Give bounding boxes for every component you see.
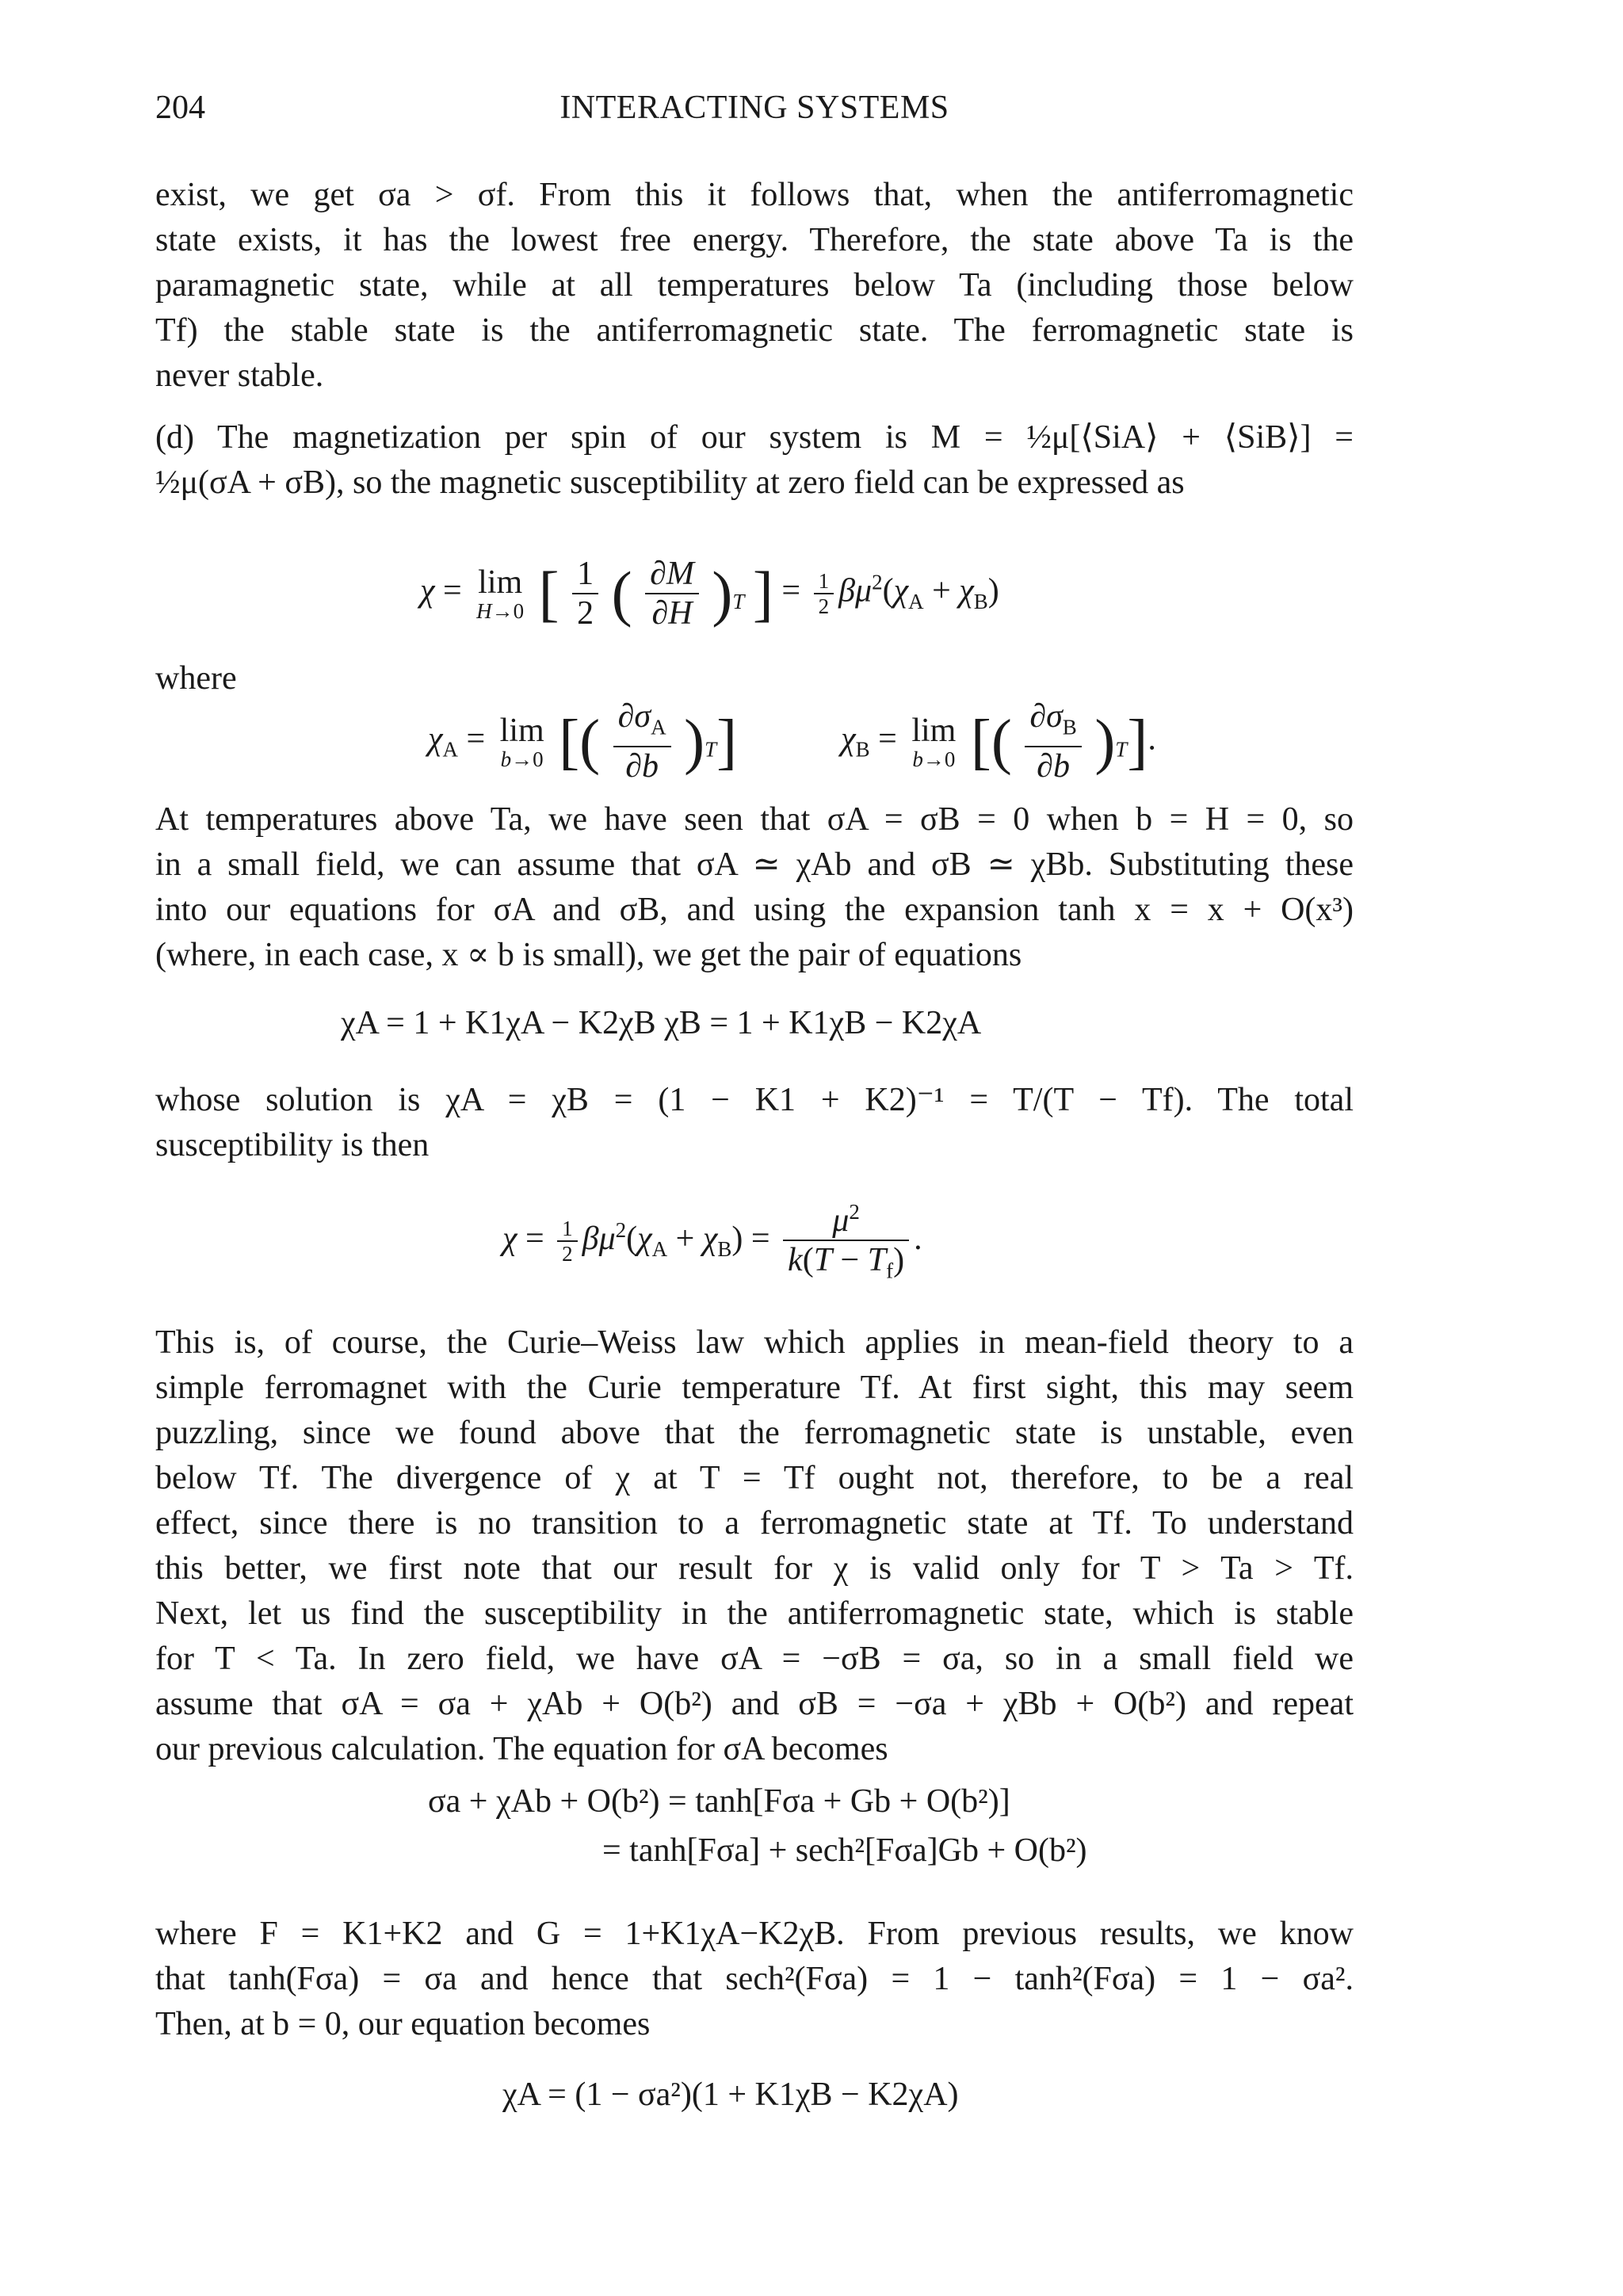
equation-partial-susceptibilities: $\chi_A$ = lim b→0 [( $\frac{\partial\sigma_A}{\partial b}$ )$_T$] $\chi_B$ = lim b→0 [( $\frac{\partial\sigma_B}{\partial b}$ )$_T$]. (428, 698, 1156, 785)
paragraph-2 (155, 415, 1354, 506)
text-line: for T < Ta. In zero field, we have σA = −σB = σa, so in a small field we (155, 1641, 1354, 1677)
text-line: whose solution is χA = χB = (1 − K1 + K2)⁻¹ = T/(T − Tf). The total (155, 1082, 1354, 1118)
text-line: simple ferromagnet with the Curie temperature Tf. At first sight, this may seem (155, 1370, 1354, 1406)
text-line: puzzling, since we found above that the ferromagnetic state is unstable, even (155, 1415, 1354, 1451)
paragraph-6 (155, 1912, 1354, 2047)
text-line: Next, let us find the susceptibility in the antiferromagnetic state, which is stable (155, 1595, 1354, 1632)
text-line: paramagnetic state, while at all temperatures below Ta (including those below (155, 267, 1354, 304)
text-line: exist, we get σa > σf. From this it follows that, when the antiferromagnetic (155, 177, 1354, 213)
page-header (155, 89, 1354, 136)
text-line: that tanh(Fσa) = σa and hence that sech²(Fσa) = 1 − tanh²(Fσa) = 1 − σa². (155, 1961, 1354, 1997)
text-line: this better, we first note that our result for χ is valid only for T > Ta > Tf. (155, 1550, 1354, 1587)
text-line: state exists, it has the lowest free energy. Therefore, the state above Ta is the (155, 222, 1354, 258)
paragraph-4 (155, 1078, 1354, 1168)
text-line: susceptibility is then (155, 1127, 430, 1163)
equation-chi-a: χA = (1 − σa²)(1 + K1χB − K2χA) (502, 2076, 959, 2113)
text-line: into our equations for σA and σB, and using the expansion tanh x = x + O(x³) (155, 892, 1354, 928)
page-number: 204 (155, 90, 205, 126)
paragraph-5 (155, 1320, 1354, 1772)
text-line: At temperatures above Ta, we have seen that σA = σB = 0 when b = H = 0, so (155, 801, 1354, 838)
text-line: Tf) the stable state is the antiferromagnetic state. The ferromagnetic state is (155, 312, 1354, 349)
paragraph-1 (155, 173, 1354, 399)
where-label: where (155, 660, 237, 697)
text-line: below Tf. The divergence of χ at T = Tf ought not, therefore, to be a real (155, 1460, 1354, 1496)
text-line: never stable. (155, 357, 324, 394)
text-line: our previous calculation. The equation for σA becomes (155, 1731, 888, 1767)
text-line: (where, in each case, x ∝ b is small), we get the pair of equations (155, 937, 1022, 973)
text-line: This is, of course, the Curie–Weiss law which applies in mean-field theory to a (155, 1324, 1354, 1361)
text-line: Then, at b = 0, our equation becomes (155, 2006, 651, 2042)
equation-sigma-a-line-1: σa + χAb + O(b²) = tanh[Fσa + Gb + O(b²)] (428, 1783, 1010, 1820)
text-line: ½μ(σA + σB), so the magnetic susceptibility at zero field can be expressed as (155, 464, 1185, 501)
equation-pair: χA = 1 + K1χA − K2χB χB = 1 + K1χB − K2χA (341, 1005, 982, 1041)
text-line: where F = K1+K2 and G = 1+K1χA−K2χB. From previous results, we know (155, 1916, 1354, 1952)
running-title: INTERACTING SYSTEMS (559, 90, 949, 126)
text-line: in a small field, we can assume that σA ≃ χAb and σB ≃ χBb. Substituting these (155, 846, 1354, 883)
equation-curie-weiss: χ = $\frac{1}{2}$ $\beta\mu^2(\chi_A + \chi_B)$ = $\frac{\mu^2}{k(T - T_f)}$ . (502, 1193, 922, 1289)
text-line: effect, since there is no transition to a ferromagnetic state at Tf. To understand (155, 1505, 1354, 1541)
equation-susceptibility: χ = lim H→0 [ $\frac{1}{2}$ ( $\frac{\partial M}{\partial H}$ )$_T$ ] = $\frac{1}{2}$ $\beta\mu^2(\chi_A + \chi_B)$ (420, 556, 999, 632)
text-line: (d) The magnetization per spin of our system is M = ½μ[⟨SiA⟩ + ⟨SiB⟩] = (155, 419, 1354, 456)
paragraph-3 (155, 797, 1354, 978)
equation-sigma-a-line-2: = tanh[Fσa] + sech²[Fσa]Gb + O(b²) (602, 1832, 1087, 1869)
text-line: assume that σA = σa + χAb + O(b²) and σB = −σa + χBb + O(b²) and repeat (155, 1686, 1354, 1722)
